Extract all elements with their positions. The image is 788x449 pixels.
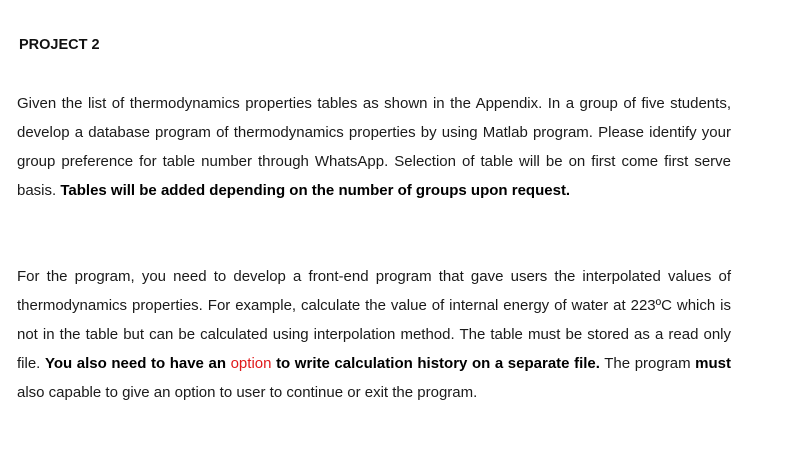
requirements-text-3: also capable to give an option to user to continue or exit the program. — [17, 384, 478, 401]
paragraph-instructions — [17, 89, 731, 205]
requirements-bold-must: must — [695, 355, 732, 372]
option-highlight: option — [230, 355, 272, 372]
paragraph-instructions-bold: Tables will be added depending on the number of groups upon request. — [60, 182, 571, 199]
requirements-text-1: For the program, you need to develop a front-end program that gave users the interpolated values of thermodynamics properties. For example, calculate the value of internal energy of water at 223ºC which is not in the table but can be calculated using interpolation method. The table must be stored as a read only file. — [17, 268, 731, 372]
requirements-bold-2: to write calculation history on a separate file. — [276, 355, 600, 372]
requirements-bold-1: You also need to have an — [44, 355, 226, 372]
project-title: PROJECT 2 — [19, 37, 100, 53]
paragraph-program-requirements — [17, 262, 731, 407]
paragraph-instructions-text: Given the list of thermodynamics properties tables as shown in the Appendix. In a group of five students, develop a database program of thermodynamics properties by using Matlab program. Please identify your group preference for table number through WhatsApp. Selection of table will be on first come first serve basis. — [17, 95, 731, 199]
requirements-text-2: The program — [599, 355, 696, 372]
